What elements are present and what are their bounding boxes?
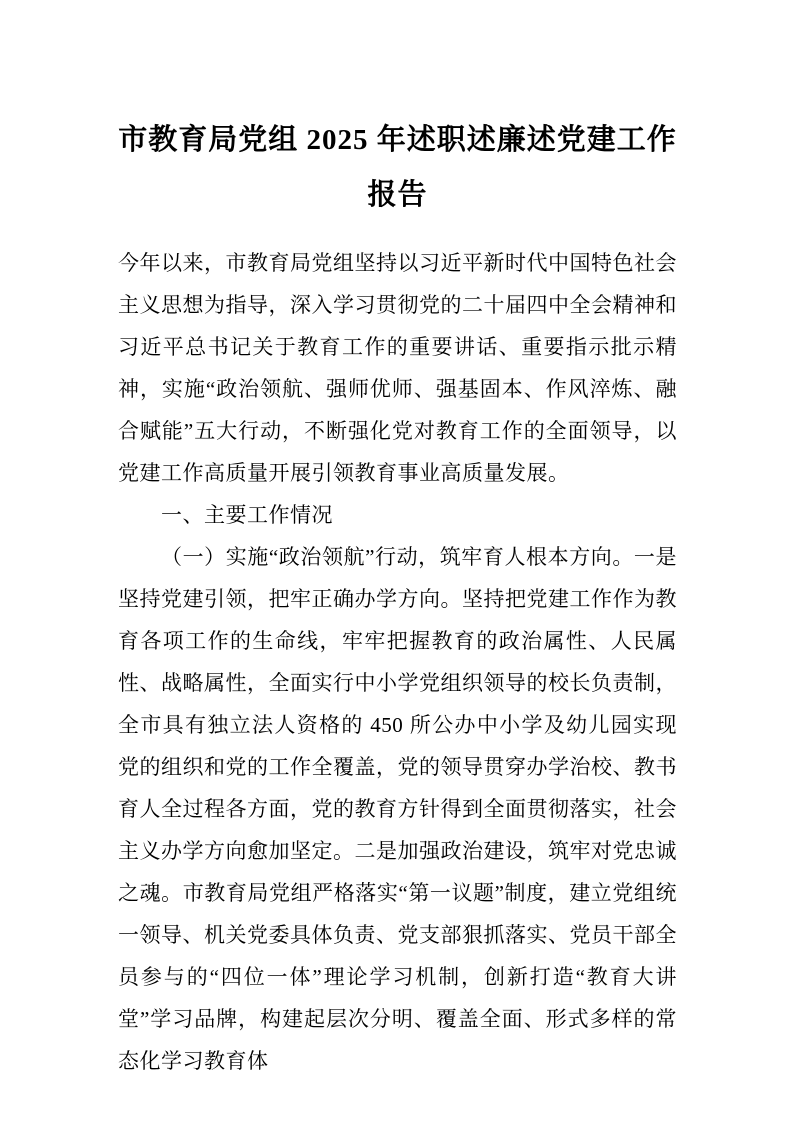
document-title [118,113,677,223]
document-title-line-2: 报告 [367,179,428,211]
document-content [0,113,793,1082]
paragraph: （一）实施“政治领航”行动，筑牢育人根本方向。一是坚持党建引领，把牢正确办学方向。坚持把党建工作作为教育各项工作的生命线，牢牢把握教育的政治属性、人民属性、战略属性，全面实行中小学党组织领导的校长负责制，全市具有独立法人资格的 450 所公办中小学及幼儿园实现党的组织和党的工作全覆盖，党的领导贯穿办学治校、教书育人全过程各方面，党的教育方针得到全面贯彻落实，社会主义办学方向愈加坚定。二是加强政治建设，筑牢对党忠诚之魂。市教育局党组严格落实“第一议题”制度，建立党组统一领导、机关党委具体负责、党支部狠抓落实、党员干部全员参与的“四位一体”理论学习机制，创新打造“教育大讲堂”学习品牌，构建起层次分明、覆盖全面、形式多样的常态化学习教育体 [118,545,677,1074]
document-body [118,242,677,1082]
document-title-line-1: 市教育局党组 2025 年述职述廉述党建工作 [118,124,677,156]
paragraph: 一、主要工作情况 [161,503,333,528]
paragraph: 今年以来，市教育局党组坚持以习近平新时代中国特色社会主义思想为指导，深入学习贯彻党的二十届四中全会精神和习近平总书记关于教育工作的重要讲话、重要指示批示精神，实施“政治领航、强师优师、强基固本、作风淬炼、融合赋能”五大行动，不断强化党对教育工作的全面领导，以党建工作高质量开展引领教育事业高质量发展。 [118,251,677,486]
